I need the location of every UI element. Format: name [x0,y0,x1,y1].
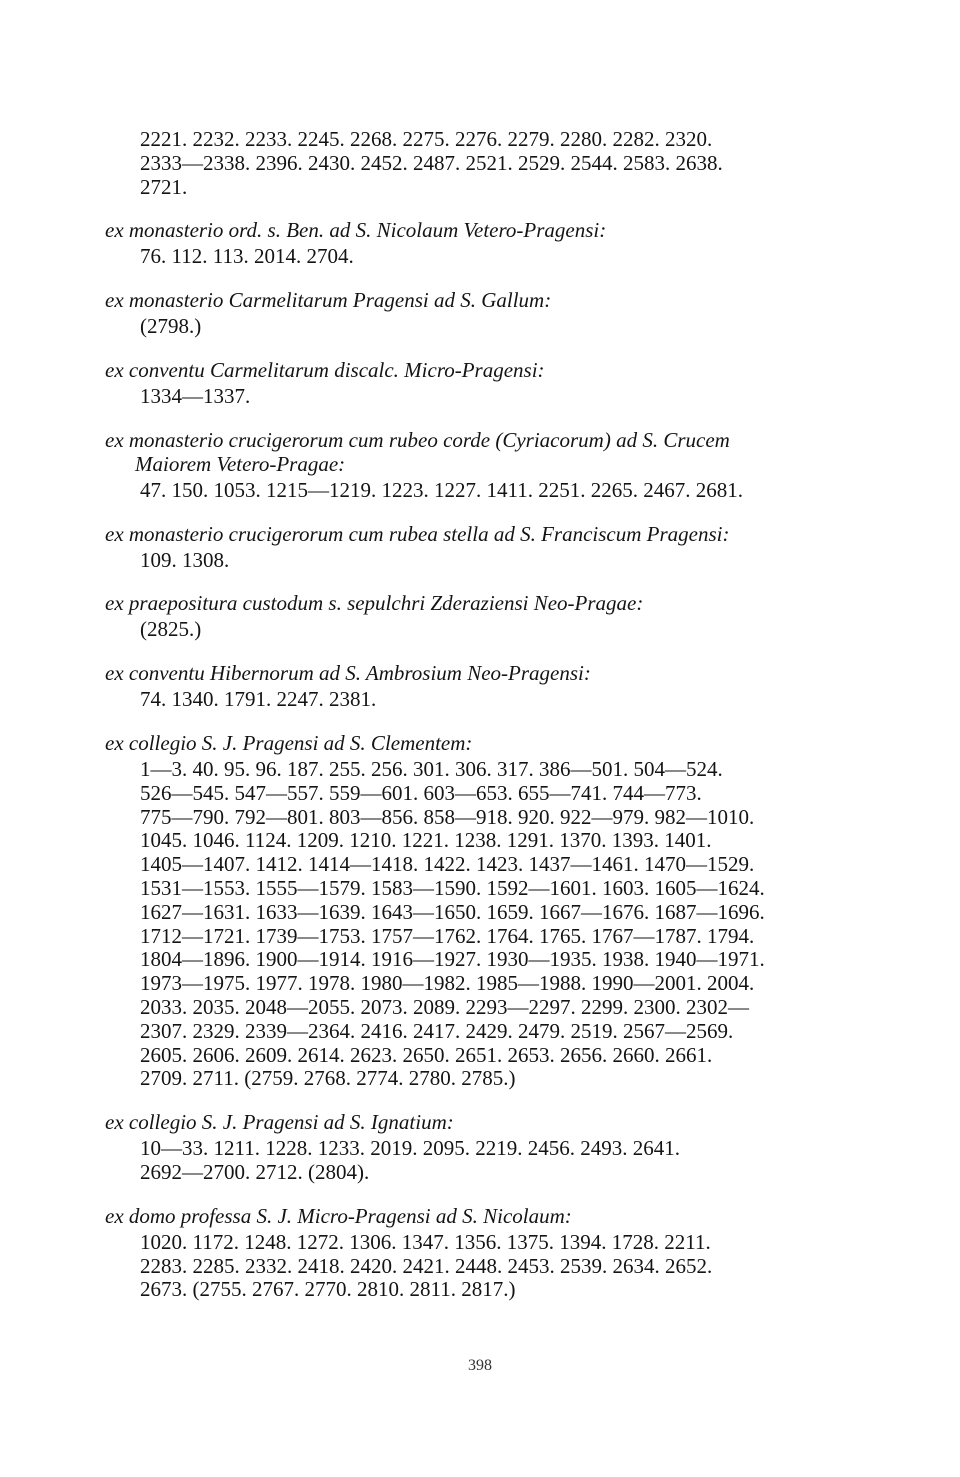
entry-line: (2798.) [140,314,202,339]
entry-line: 76. 112. 113. 2014. 2704. [140,244,354,269]
section-domo-professa-nicolaum [105,1203,880,1302]
entry-line: 1531—1553. 1555—1579. 1583—1590. 1592—1601. 1603. 1605—1624. [140,875,765,900]
entry-line: 1627—1631. 1633—1639. 1643—1650. 1659. 1667—1676. 1687—1696. [140,899,765,924]
entry-line: 2033. 2035. 2048—2055. 2073. 2089. 2293—2297. 2299. 2300. 2302— [140,994,749,1019]
section-entries [140,1137,880,1185]
continuation-block [140,128,880,199]
entry-line: 1712—1721. 1739—1753. 1757—1762. 1764. 1765. 1767—1787. 1794. [140,923,755,948]
entry-line: 2221. 2232. 2233. 2245. 2268. 2275. 2276. 2279. 2280. 2282. 2320. [140,127,713,151]
entry-line: 1973—1975. 1977. 1978. 1980—1982. 1985—1988. 1990—2001. 2004. [140,971,755,996]
section-entries [140,385,880,409]
section-heading: ex domo professa S. J. Micro-Pragensi ad S. Nicolaum: [105,1203,572,1228]
section-entries [140,549,880,573]
entry-line: 2709. 2711. (2759. 2768. 2774. 2780. 2785.) [140,1066,516,1091]
section-entries [140,1231,880,1302]
section-heading: ex monasterio ord. s. Ben. ad S. Nicolaum Vetero-Pragensi: [105,218,607,243]
section-entries [140,245,880,269]
section-carmelitarum-gallum [105,288,880,339]
section-heading: ex conventu Hibernorum ad S. Ambrosium Neo-Pragensi: [105,661,591,686]
entry-line: 2605. 2606. 2609. 2614. 2623. 2650. 2651. 2653. 2656. 2660. 2661. [140,1042,713,1067]
entry-line: 2721. [140,174,188,199]
entry-line: 1020. 1172. 1248. 1272. 1306. 1347. 1356. 1375. 1394. 1728. 2211. [140,1229,711,1254]
entry-line: 1405—1407. 1412. 1414—1418. 1422. 1423. 1437—1461. 1470—1529. [140,852,755,877]
section-praepositura-zderaziensi [105,591,880,642]
entry-line: 1804—1896. 1900—1914. 1916—1927. 1930—1935. 1938. 1940—1971. [140,947,765,972]
section-collegio-clementem [105,730,880,1091]
section-crucigerorum-rubeo-corde [105,427,880,503]
section-heading: ex monasterio crucigerorum cum rubeo corde (Cyriacorum) ad S. Crucem [105,427,730,452]
section-collegio-ignatium [105,1110,880,1185]
section-heading: ex collegio S. J. Pragensi ad S. Clementem: [105,730,473,755]
page-content [105,127,880,1302]
section-entries [140,688,880,712]
entry-line: 47. 150. 1053. 1215—1219. 1223. 1227. 1411. 2251. 2265. 2467. 2681. [140,477,743,502]
section-crucigerorum-rubea-stella [105,521,880,573]
section-s-nicolaum-vetero [105,218,880,269]
entry-line: 2283. 2285. 2332. 2418. 2420. 2421. 2448. 2453. 2539. 2634. 2652. [140,1253,713,1278]
entry-line: 1—3. 40. 95. 96. 187. 255. 256. 301. 306. 317. 386—501. 504—524. [140,756,723,781]
section-heading: ex praepositura custodum s. sepulchri Zderaziensi Neo-Pragae: [105,591,644,616]
section-entries [140,315,880,339]
page-number: 398 [468,1357,492,1374]
section-heading: ex conventu Carmelitarum discalc. Micro-Pragensi: [105,357,545,382]
section-entries [140,479,880,503]
entry-line: 2692—2700. 2712. (2804). [140,1159,370,1184]
section-heading: ex monasterio crucigerorum cum rubea stella ad S. Franciscum Pragensi: [105,521,730,546]
entry-line: 74. 1340. 1791. 2247. 2381. [140,687,377,712]
entry-line: 10—33. 1211. 1228. 1233. 2019. 2095. 2219. 2456. 2493. 2641. [140,1136,680,1161]
section-carmelitarum-discalc [105,357,880,409]
entry-line: 109. 1308. [140,547,230,572]
section-entries [140,618,880,642]
entry-line: 1045. 1046. 1124. 1209. 1210. 1221. 1238. 1291. 1370. 1393. 1401. [140,828,712,853]
entry-line: 526—545. 547—557. 559—601. 603—653. 655—741. 744—773. [140,780,702,805]
entry-line: 2307. 2329. 2339—2364. 2416. 2417. 2429. 2479. 2519. 2567—2569. [140,1018,734,1043]
entry-line: 1334—1337. [140,383,251,408]
section-entries [140,758,880,1091]
entry-line: (2825.) [140,617,202,642]
entry-line: 2333—2338. 2396. 2430. 2452. 2487. 2521. 2529. 2544. 2583. 2638. [140,150,723,175]
section-heading-continuation: Maiorem Vetero-Pragae: [135,451,346,476]
section-heading: ex monasterio Carmelitarum Pragensi ad S. Gallum: [105,288,552,313]
section-heading: ex collegio S. J. Pragensi ad S. Ignatium: [105,1110,454,1135]
entry-line: 2673. (2755. 2767. 2770. 2810. 2811. 2817.) [140,1277,516,1302]
entry-line: 775—790. 792—801. 803—856. 858—918. 920. 922—979. 982—1010. [140,804,755,829]
section-hibernorum-ambrosium [105,661,880,712]
